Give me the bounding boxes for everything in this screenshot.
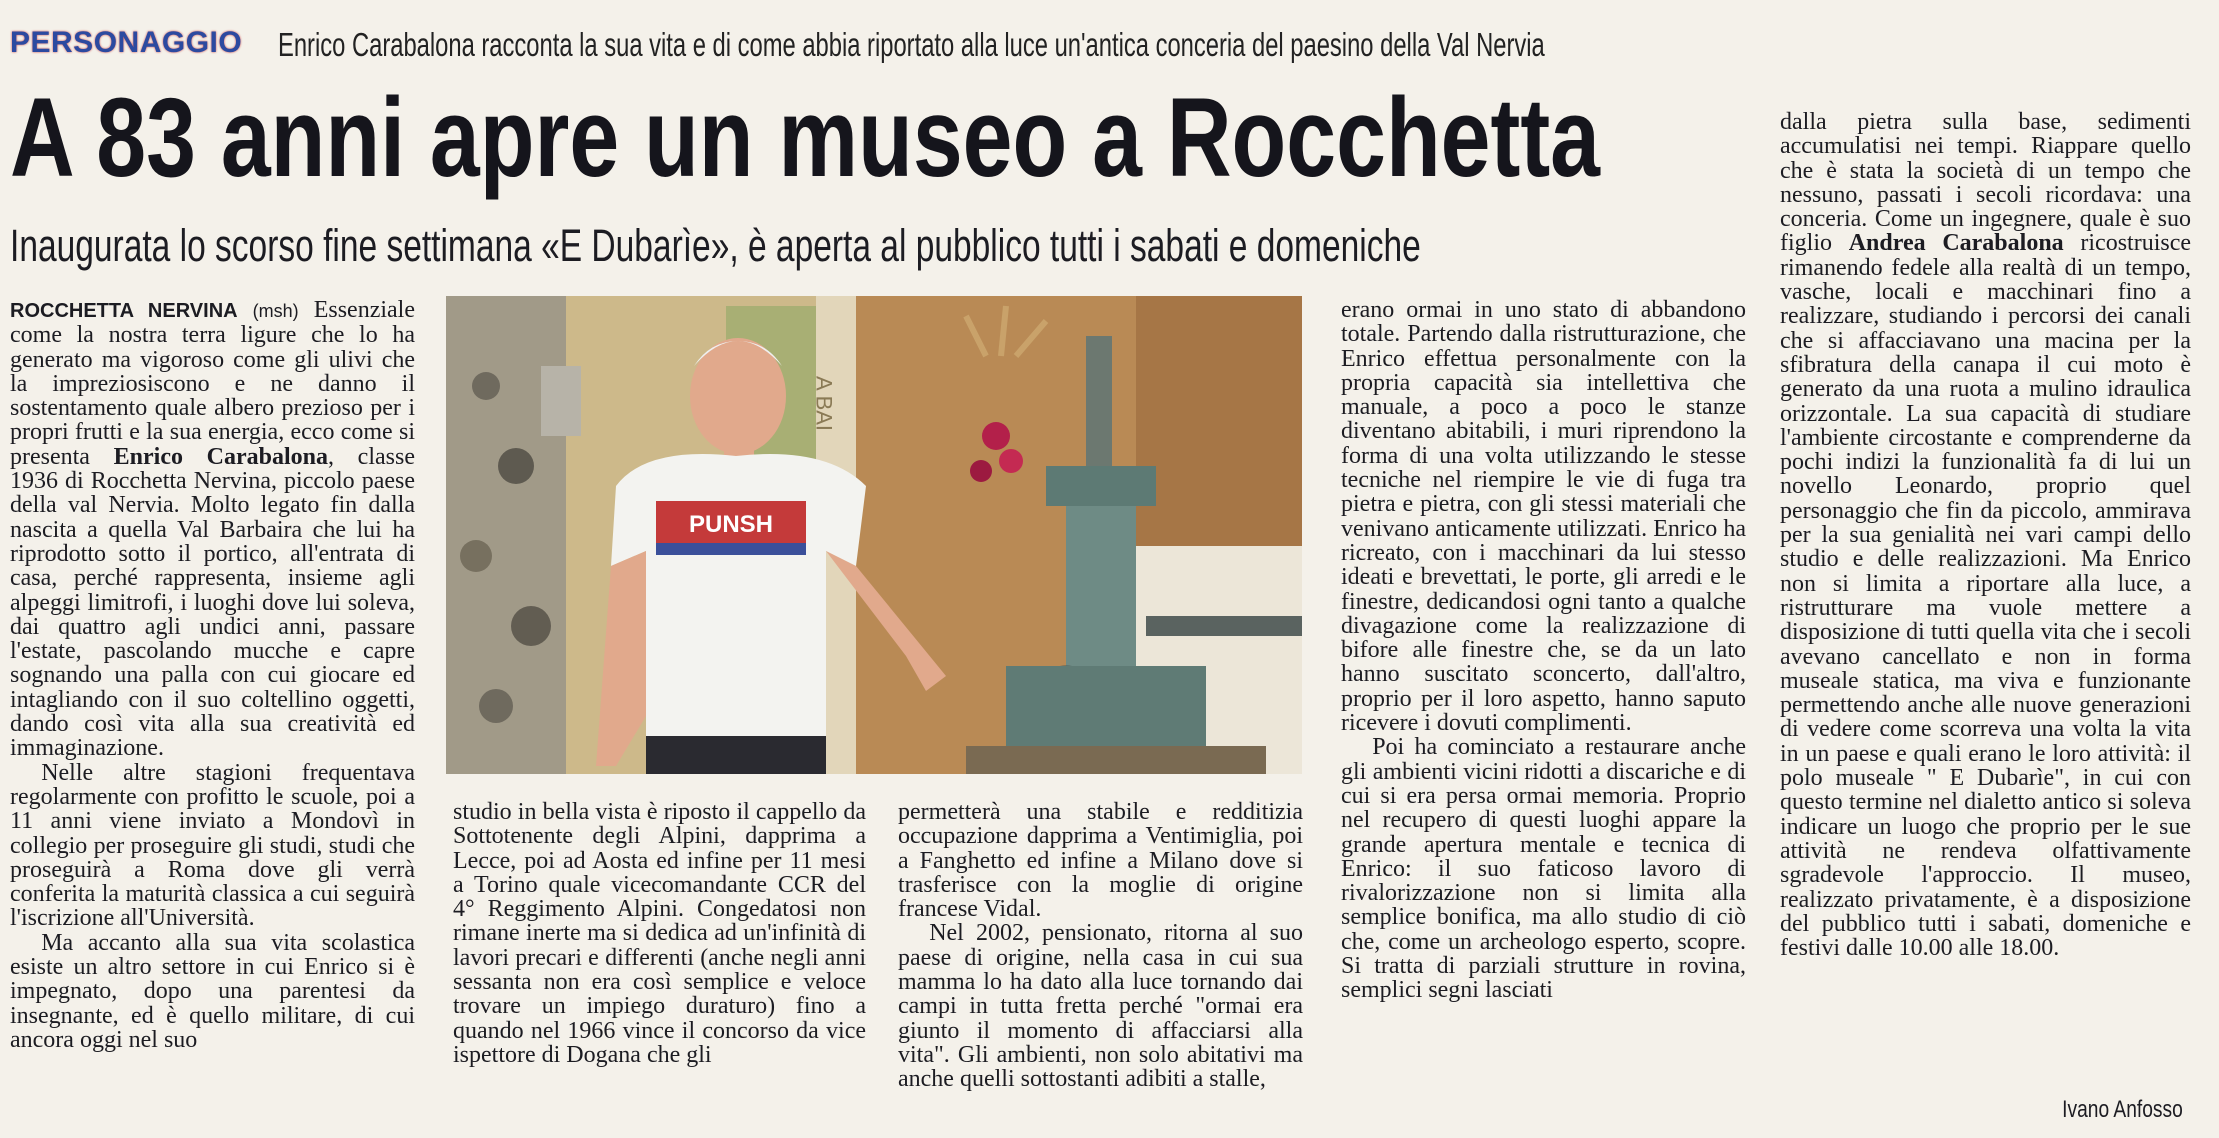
col3-paragraph-2: Nel 2002, pensionato, ritorna al suo paese di origine, nella casa in cui sua mamma lo ha dato alla luce tornando dai campi in tutta fretta perché "ormai era giunto il momento di affacciarsi alla vita". Gli ambienti, non solo abitativi ma anche quelli sottostanti adibiti a stalle,: [898, 920, 1303, 1093]
dateline: ROCCHETTA NERVINA: [10, 300, 238, 322]
subheadline: Inaugurata lo scorso fine settimana «E Dubarìe», è aperta al pubblico tutti i sabati e domeniche: [10, 220, 1421, 271]
article-photo: [446, 296, 1302, 774]
article-column-2: [453, 800, 866, 1132]
author-initials: (msh): [252, 301, 299, 321]
col1-paragraph-1a: Essenziale come la nostra terra ligure che lo ha generato ma vigoroso come gli ulivi che la impreziosiscono e ne danno il sostentamento quale albero prezioso per i propri frutti e la sua energia, ecco come si presenta: [10, 298, 415, 470]
col5-paragraph-1a: dalla pietra sulla base, sedimenti accumulatisi nei tempi. Riappare quello che è stata la società di un tempo che nessuno, passati i secoli ricordava: una conceria. Come un ingegnere, quale è suo figlio: [1780, 110, 2191, 257]
article-column-4: [1341, 298, 1746, 1132]
col1-paragraph-1b: , classe 1936 di Rocchetta Nervina, piccolo paese della val Nervia. Molto legato fin dalla nascita a quella Val Barbaira che lui ha riprodotto sotto il portico, all'entrata di casa, perché rappresenta, insieme agli alpeggi limitrofi, i luoghi dove lui soleva, dai quattro agli undici anni, passare l'estate, pascolando mucche e capre sognando una palla con cui giocare ed intagliando con il suo coltellino oggetti, dando così vita alla sua creatività ed immaginazione.: [10, 443, 415, 762]
col2-paragraph-1: studio in bella vista è riposto il cappello da Sottotenente degli Alpini, dapprima a Lecce, poi ad Aosta ed infine per 11 mesi a Torino quale vicecomandante CCR del 4° Reggimento Alpini. Congedatosi non rimane inerte ma si dedica ad un'infinità di lavori precari e differenti (anche negli anni sessanta non era così semplice e veloce trovare un impiego duraturo) fino a quando nel 1966 vince il concorso da vice ispettore di Dogana che gli: [453, 800, 866, 1068]
col5-paragraph-1b: ricostruisce rimanendo fedele alla realtà di un tempo, vasche, locali e macchinari fino a realizzare, studiando i percorsi dei canali che si affacciavano una macina per la sfibratura della canapa il cui moto è generato da una ruota a mulino idraulica orizzontale. La sua capacità di studiare l'ambiente circostante e comprenderne da pochi indizi la funzionalità fa di lui un novello Leonardo, proprio quel personaggio che fin da piccolo, ammirava per la sua genialità nei vari campi dello studio e delle realizzazioni. Ma Enrico non si limita a riportare alla luce, a ristrutturare ma vuole mettere a disposizione di tutti quella vita che i secoli avevano cancellato e non in forma museale statica, ma viva e funzionante permettendo anche alle nuove generazioni di vedere come scorreva una volta la vita in un paese e quali erano le loro attività: il polo museale " E Dubarìe", in cui con questo termine nel dialetto antico si soleva indicare un luogo che proprio per le sue attività ne rendeva olfattivamente sgradevole l'approccio. Il museo, realizzato privatamente, è a disposizione del pubblico tutti i sabati, domeniche e festivi dalle 10.00 alle 18.00.: [1780, 230, 2191, 962]
col1-paragraph-2: Nelle altre stagioni frequentava regolarmente con profitto le scuole, poi a 11 anni viene inviato a Mondovì in collegio per proseguire gli studi, studi che proseguirà a Roma dove gli verrà conferita la maturità classica a cui seguirà l'iscrizione all'Università.: [10, 759, 415, 932]
col4-paragraph-1: erano ormai in uno stato di abbandono totale. Partendo dalla ristrutturazione, che Enrico effettua personalmente con la propria capacità sia intellettiva che manuale, a poco a poco le stanze diventano abitabili, i muri riprendono la forma di una volta utilizzando le stesse tecniche nel riempire le vie di fuga tra pietra e pietra, con gli stessi materiali che venivano anticamente utilizzati. Enrico ha ricreato, con i macchinari da lui stesso ideati e brevettati, le porte, gli arredi e le finestre, dedicandosi ogni tanto a qualche divagazione come la realizzazione di bifore alle finestre che, se da un lato hanno suscitato sconcerto, dall'altro, proprio per il loro aspetto, hanno saputo ricevere i dovuti complimenti.: [1341, 298, 1746, 737]
shirt-print: PUNSH: [688, 511, 774, 538]
byline: Ivano Anfosso: [2062, 1096, 2183, 1123]
article-column-1: [10, 298, 415, 1132]
article-column-3: [898, 800, 1303, 1132]
person-name: Enrico Carabalona: [113, 443, 328, 470]
section-kicker: PERSONAGGIO: [10, 26, 243, 59]
col1-paragraph-3: Ma accanto alla sua vita scolastica esiste un altro settore in cui Enrico si è impegnato, dopo una parentesi da insegnante, ed è quello militare, di cui ancora oggi nel suo: [10, 929, 415, 1053]
son-name: Andrea Carabalona: [1848, 230, 2064, 257]
kicker-description: Enrico Carabalona racconta la sua vita e di come abbia riportato alla luce un'antica conceria del paesino della Val Nervia: [278, 26, 1545, 63]
col3-paragraph-1: permetterà una stabile e redditizia occupazione dapprima a Ventimiglia, poi a Fanghetto ed infine a Milano dove si trasferisce con la moglie di origine francese Vidal.: [898, 800, 1303, 923]
article-column-5: [1780, 110, 2191, 1090]
headline: A 83 anni apre un museo a Rocchetta: [10, 75, 1601, 200]
wall-letters: A BAI: [811, 376, 837, 432]
col4-paragraph-2: Poi ha cominciato a restaurare anche gli ambienti vicini ridotti a discariche e di cui si era persa ormai memoria. Proprio nel recupero di questi luoghi appare la grande apertura mentale e tecnica di Enrico: il suo faticoso lavoro di rivalorizzazione non si limita alla semplice bonifica, ma allo studio di ciò che, come un archeologo esperto, scopre. Si tratta di parziali strutture in rovina, semplici segni lasciati: [1341, 734, 1746, 1004]
